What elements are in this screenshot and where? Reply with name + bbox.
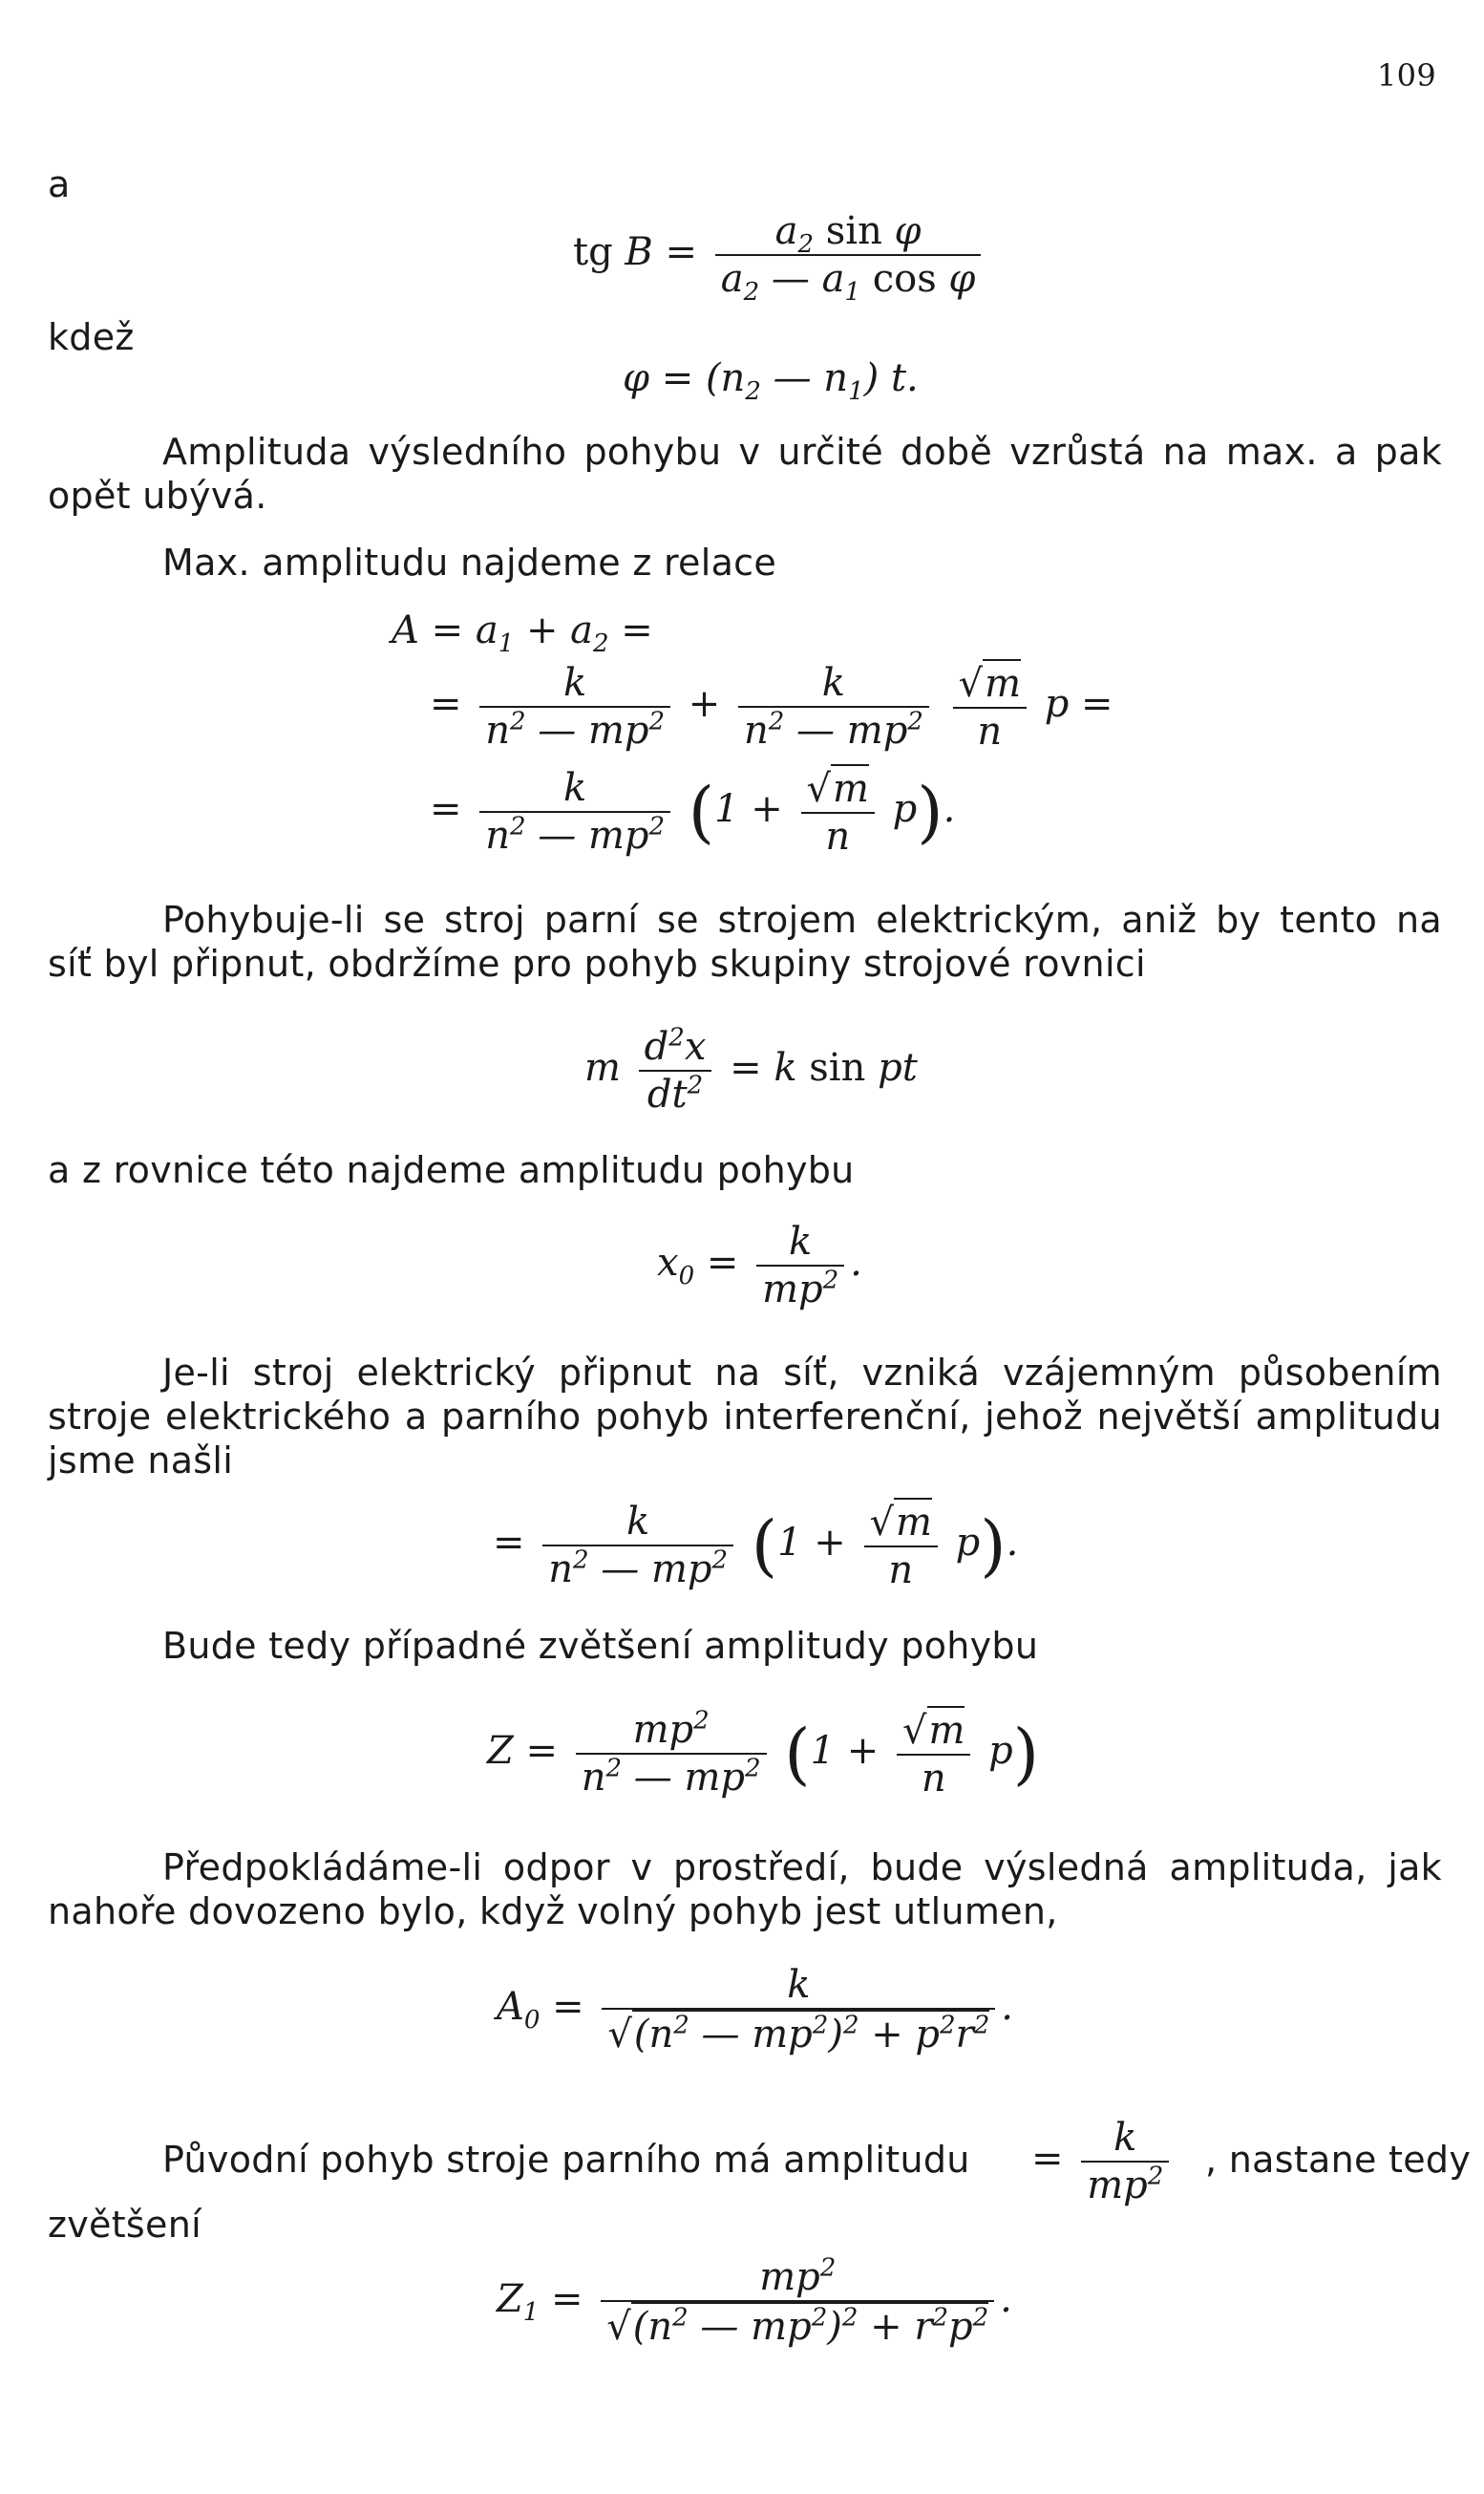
paragraph-7-line-1: Předpokládáme-li odpor v prostředí, bude výsledná amplituda, jak [162, 1846, 1442, 1888]
formula-max-amplitude: = $\frac{k}{n^2 — mp^2}$ (1 + $\frac{√m}{n}$ p). [493, 1500, 1019, 1592]
formula-tg-b: tg B = $\frac{a_2 \sin \varphi}{a_2 — a_1 \cos \varphi}$ [573, 208, 986, 302]
label-kdez: kdež [48, 316, 135, 358]
paragraph-4: a z rovnice této najdeme amplitudu pohybu [48, 1149, 855, 1191]
formula-a-sum: $A = a_1 + a_2$ = [392, 608, 653, 658]
paragraph-3-line-2: síť byl připnut, obdržíme pro pohyb skupiny strojové rovnici [48, 943, 1146, 985]
paragraph-5-line-1: Je-li stroj elektrický připnut na síť, vzniká vzájemným působením [162, 1352, 1442, 1394]
formula-a-line-2: = $\frac{k}{n^2 — mp^2}$ + $\frac{k}{n^2 — mp^2}$ $\frac{√m}{n}$ p = [430, 661, 1113, 754]
paragraph-5-line-3: jsme našli [48, 1439, 234, 1481]
formula-equation-of-motion: m $\frac{d^2x}{dt^2}$ = k sin pt [584, 1023, 918, 1117]
paragraph-5-line-2: stroje elektrického a parního pohyb interferenční, jehož největší amplitudu [48, 1396, 1442, 1438]
formula-z: Z = $\frac{mp^2}{n^2 — mp^2}$ (1 + $\frac{√m}{n}$ p) [487, 1706, 1040, 1801]
label-zvetseni: zvětšení [48, 2204, 201, 2246]
paragraph-8-text-a: Původní pohyb stroje parního má amplitudu [162, 2139, 970, 2181]
formula-x0: $x_0$ = $\frac{k}{mp^2}$ . [657, 1220, 862, 1311]
paragraph-1-line-2: opět ubývá. [48, 475, 267, 517]
paragraph-2: Max. amplitudu najdeme z relace [162, 542, 777, 584]
formula-original-amplitude: = $\frac{k}{mp^2}$ [1031, 2115, 1175, 2208]
paragraph-1-line-1: Amplituda výsledního pohybu v určité době vzrůstá na max. a pak [162, 431, 1442, 473]
paragraph-6: Bude tedy případné zvětšení amplitudy pohybu [162, 1625, 1039, 1667]
formula-z1: $Z_1$ = $\frac{mp^2}{√(n^2 — mp^2)^2 + r^2p^2}$ . [497, 2253, 1012, 2349]
paragraph-7-line-2: nahoře dovozeno bylo, když volný pohyb jest utlumen, [48, 1890, 1058, 1932]
formula-a0: $A_0$ = $\frac{k}{√(n^2 — mp^2)^2 + p^2r^2}$ . [497, 1963, 1013, 2057]
page-number: 109 [1377, 57, 1436, 94]
formula-a-line-3: = $\frac{k}{n^2 — mp^2}$ (1 + $\frac{√m}{n}$ p). [430, 766, 956, 859]
formula-phi: $\varphi = (n_2$ — $n_1$) t. [623, 356, 919, 406]
paragraph-3-line-1: Pohybuje-li se stroj parní se strojem elektrickým, aniž by tento na [162, 899, 1442, 941]
paragraph-8-text-b: , nastane tedy [1205, 2139, 1472, 2181]
label-a: a [48, 163, 71, 205]
